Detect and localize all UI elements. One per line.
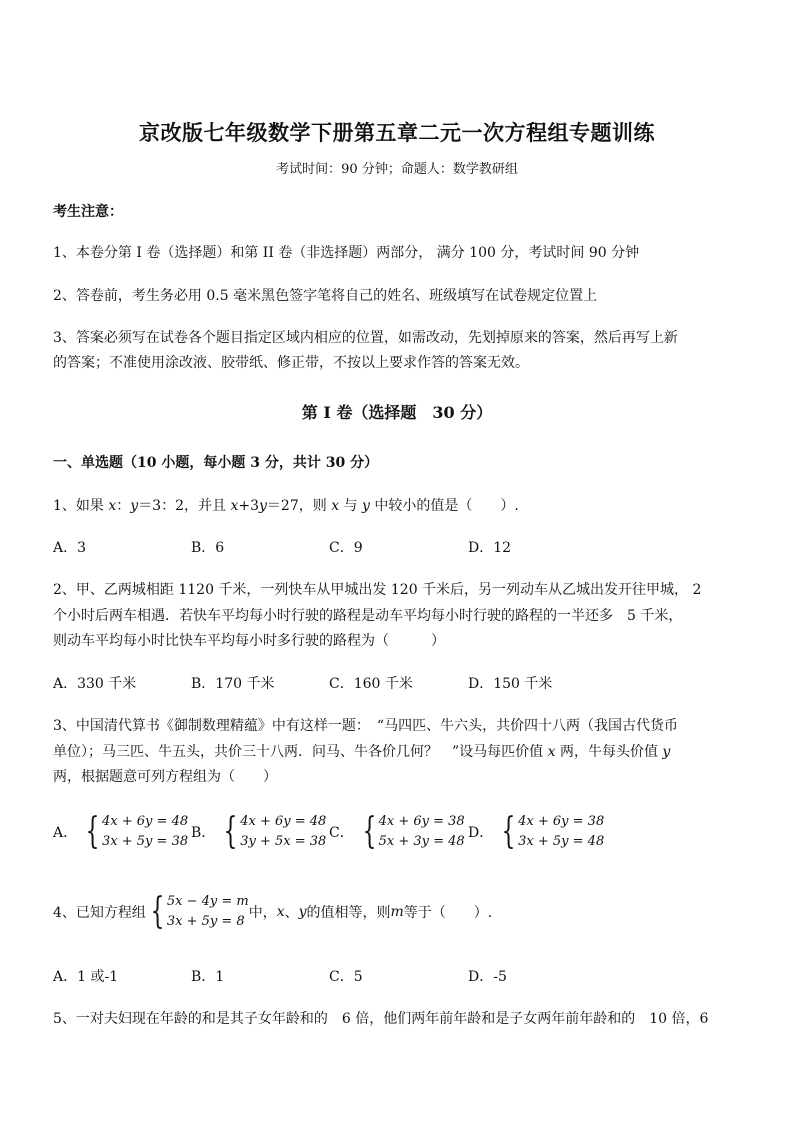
q3-option-d: D． { 4x + 6y = 38 3x + 5y = 48	[468, 811, 605, 852]
equation-system: { 4x + 6y = 38 5x + 3y = 48	[362, 811, 465, 852]
q1-option-a: A．3	[53, 540, 87, 556]
q4-option-a: A．1 或-1	[53, 969, 119, 985]
question-1: 1、如果 x：y＝3：2，并且 x+3y＝27，则 x 与 y 中较小的值是（ ）.	[53, 498, 519, 514]
page-title: 京改版七年级数学下册第五章二元一次方程组专题训练	[139, 120, 655, 145]
q2-option-d: D．150 千米	[468, 676, 553, 692]
equation-system: { 5x − 4y = m 3x + 5y = 8	[150, 891, 249, 932]
notice-item-3-cont: 的答案；不准使用涂改液、胶带纸、修正带，不按以上要求作答的答案无效。	[53, 355, 529, 371]
question-3-line-1: 3、中国清代算书《御制数理精蕴》中有这样一题： “马四匹、牛六头，共价四十八两（我国古代货币	[53, 718, 679, 734]
page-subtitle: 考试时间：90 分钟；命题人：数学教研组	[276, 162, 518, 177]
notice-item-3: 3、答案必须写在试卷各个题目指定区域内相应的位置，如需改动，先划掉原来的答案，然后再写上新	[53, 330, 678, 346]
q2-option-b: B．170 千米	[191, 676, 275, 692]
question-2-line-2: 个小时后两车相遇．若快车平均每小时行驶的路程是动车平均每小时行驶的路程的一半还多 5 千米，	[53, 608, 683, 624]
q1-option-b: B．6	[191, 540, 225, 556]
q2-option-c: C．160 千米	[329, 676, 413, 692]
equation-system: { 4x + 6y = 48 3x + 5y = 38	[85, 811, 189, 852]
part1-title: 第 I 卷（选择题 30 分）	[301, 403, 493, 422]
question-4: 4、已知方程组 { 5x − 4y = m 3x + 5y = 8 中， x 、 y 的值相等，则 m 等于（ ）.	[53, 891, 493, 932]
question-3-line-3: 两，根据题意可列方程组为（ ）	[53, 769, 277, 785]
question-2-line-1: 2、甲、乙两城相距 1120 千米，一列快车从甲城出发 120 千米后，另一列动车从乙城出发开往甲城， 2	[53, 582, 702, 598]
q4-option-b: B．1	[191, 969, 225, 985]
q3-option-c: C． { 4x + 6y = 38 5x + 3y = 48	[329, 811, 465, 852]
question-5-line-1: 5、一对夫妇现在年龄的和是其子女年龄和的 6 倍，他们两年前年龄和是子女两年前年龄和的 10 倍，6	[53, 1011, 709, 1027]
q2-option-a: A．330 千米	[53, 676, 137, 692]
equation-system: { 4x + 6y = 48 3y + 5x = 38	[223, 811, 327, 852]
q3-option-b: B． { 4x + 6y = 48 3y + 5x = 38	[191, 811, 327, 852]
q4-option-d: D．-5	[468, 969, 507, 985]
equation-system: { 4x + 6y = 38 3x + 5y = 48	[501, 811, 605, 852]
question-2-line-3: 则动车平均每小时比快车平均每小时多行驶的路程为（ ）	[53, 633, 445, 649]
section-heading: 一、单选题（10 小题，每小题 3 分，共计 30 分）	[53, 455, 379, 471]
q1-option-d: D．12	[468, 540, 512, 556]
notice-heading: 考生注意：	[53, 204, 123, 220]
notice-item-1: 1、本卷分第 I 卷（选择题）和第 II 卷（非选择题）两部分， 满分 100 分，考试时间 90 分钟	[53, 245, 640, 261]
q4-option-c: C．5	[329, 969, 363, 985]
notice-item-2: 2、答卷前，考生务必用 0.5 毫米黑色签字笔将自己的姓名、班级填写在试卷规定位置上	[53, 288, 598, 304]
q3-option-a: A． { 4x + 6y = 48 3x + 5y = 38	[53, 811, 189, 852]
question-3-line-2: 单位）；马三匹、牛五头，共价三十八两．问马、牛各价几何？ ”设马每匹价值 x 两，牛每头价值 y	[53, 744, 671, 760]
q1-option-c: C．9	[329, 540, 363, 556]
